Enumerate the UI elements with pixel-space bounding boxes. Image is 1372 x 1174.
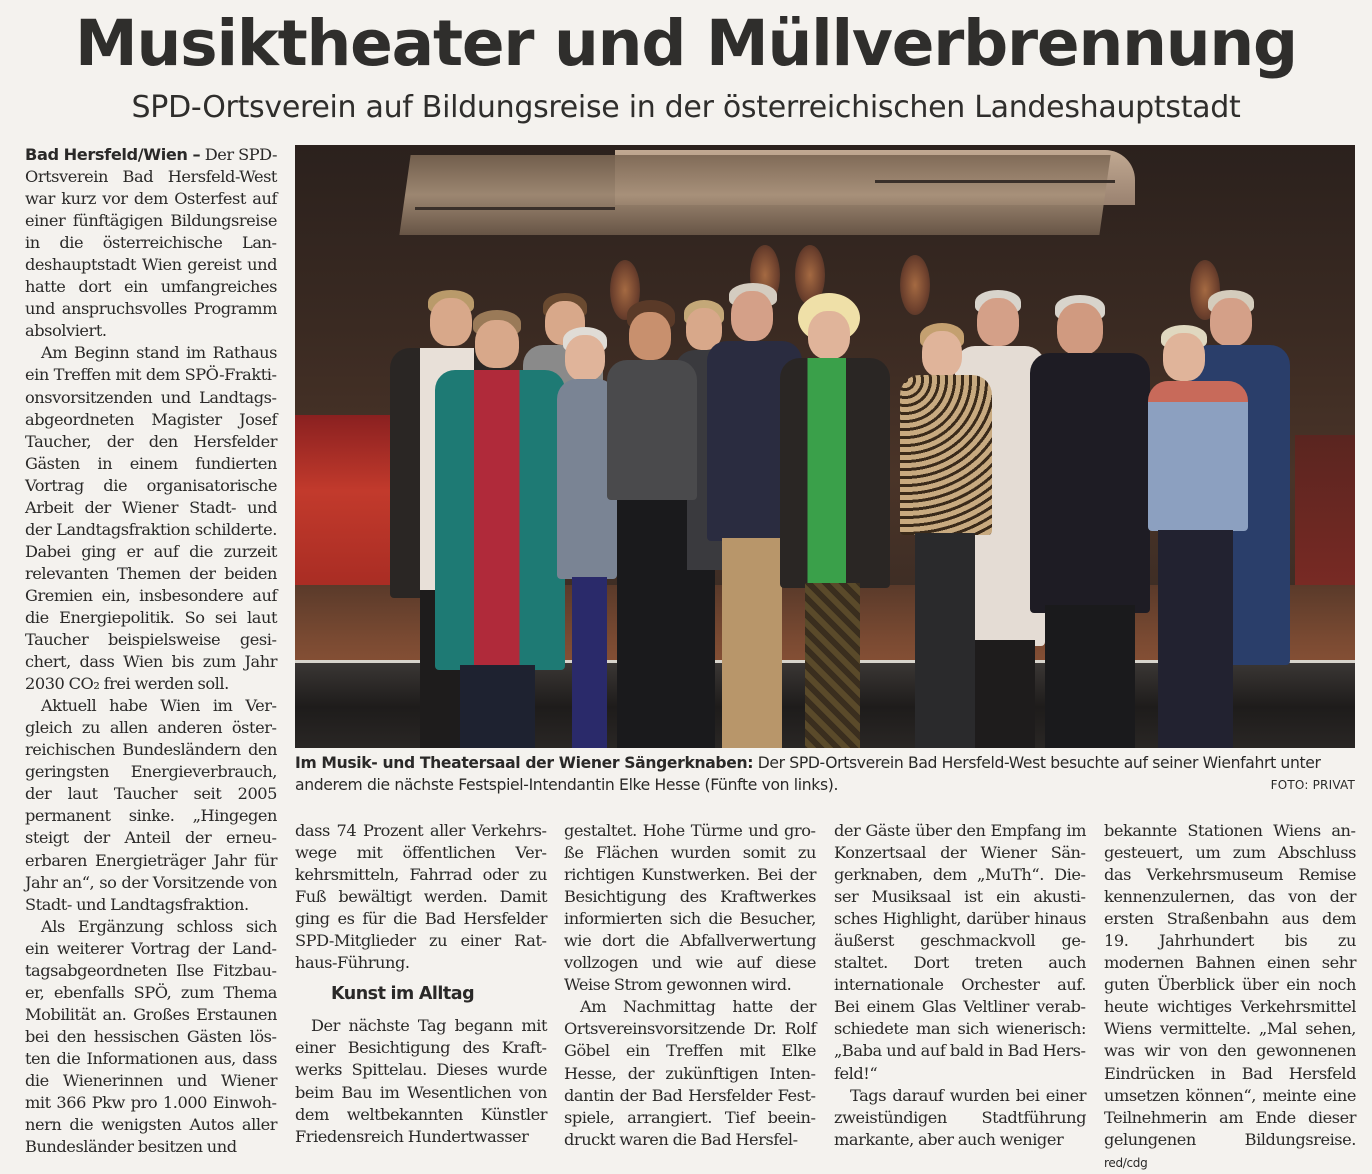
paragraph-text: Der SPD-Ortsverein Bad Hersfeld-West war kurz vor dem Osterfest auf einer fünftägigen Bildungsreise in die österreichische Landeshauptstadt Wien gereist und hatte dort ein umfangreiches und anspruchsvolles Programm absolviert. [25,145,278,341]
photo-lamp [900,255,930,315]
photo-caption [295,752,1355,796]
photo-rail [875,180,1115,183]
photo-rail [415,207,615,210]
photo-red-seats [1295,435,1355,595]
article-column-3 [564,820,816,1151]
paragraph: Als Ergänzung schloss sich ein weiterer Vortrag der Landtagsabgeordneten Ilse Fitzbauer, ebenfalls SPÖ, zum Thema Mobilität an. Großes Erstaunen bei den hessischen Gästen lösten die Informationen aus, dass die Wienerinnen und Wiener mit 366 Pkw pro 1.000 Einwohnern die wenigsten Autos aller Bundesländer besitzen und [25,916,277,1157]
article-column-5 [1104,820,1356,1174]
dateline: Bad Hersfeld/Wien – [25,145,201,164]
caption-title: Im Musik- und Theatersaal der Wiener Sängerknaben: [295,754,754,772]
paragraph: Aktuell habe Wien im Vergleich zu allen anderen österreichischen Bundesländern den geringsten Energieverbrauch, der laut Taucher seit 2005 permanent sinke. „Hingegen steigt der Anteil der erneuerbaren Energieträger Jahr für Jahr an“, so der Vorsitzende von Stadt- und Landtagsfraktion. [25,696,277,914]
paragraph: Am Beginn stand im Rathaus ein Treffen mit dem SPÖ-Fraktionsvorsitzenden und Landtagsabgeordneten Magister Josef Taucher, der den Hersfelder Gästen in einem fundierten Vortrag die organisatorische Arbeit der Wiener Stadt- und der Landtagsfraktion schilderte. Dabei ging er auf die zurzeit relevanten Themen der beiden Gremien ein, insbesondere auf die Energiepolitik. So sei laut Taucher beispielsweise gesichert, dass Wien bis zum Jahr 2030 CO₂ frei werden soll. [25,343,277,694]
paragraph: Tags darauf wurden bei einer zweistündigen Stadtführung markante, aber auch weniger [834,1085,1086,1149]
article-column-4 [834,820,1086,1151]
article-column-2 [295,820,547,1148]
headline: Musiktheater und Müllverbrennung [75,7,1297,80]
paragraph-intro [25,144,277,342]
paragraph: Am Nachmittag hatte der Ortsvereinsvorsitzende Dr. Rolf Göbel ein Treffen mit Elke Hesse, der zukünftigen Intendantin der Bad Hersfelder Festspiele, arrangiert. Tief beeindruckt waren die Bad Hersfel- [564,997,816,1149]
article-column-1 [25,144,277,1158]
paragraph: gestaltet. Hohe Türme und große Flächen wurden somit zu richtigen Kunstwerken. Bei der Besichtigung des Kraftwerkes informierten sich die Besucher, wie dort die Abfallverwertung vollzogen und wie auf diese Weise Strom gewonnen wird. [564,821,816,995]
crosshead: Kunst im Alltag [331,984,475,1005]
subheadline: SPD-Ortsverein auf Bildungsreise in der österreichischen Landeshauptstadt [131,90,1241,125]
paragraph: dass 74 Prozent aller Verkehrswege mit öffentlichen Verkehrsmitteln, Fahrrad oder zu Fuß bewältigt werden. Damit ging es für die Bad Hersfelder SPD-Mitglieder zu einer Rathaus-Führung. [295,821,547,973]
caption-text: Der SPD-Ortsverein Bad Hersfeld-West besuchte auf seiner Wienfahrt unter anderem die nächste Festspiel-Intendantin Elke Hesse (Fünfte von links). [295,754,1321,794]
paragraph-final [1104,820,1356,1174]
paragraph-text: bekannte Stationen Wiens angesteuert, um zum Abschluss das Verkehrsmuseum Remise kennenzulernen, das von der ersten Straßenbahn aus dem 19. Jahrhundert bis zu modernen Bahnen einen sehr guten Überblick über ein noch heute wichtiges Verkehrsmittel Wiens vermittelte. „Mal sehen, was wir von den gewonnenen Eindrücken in Bad Hersfeld umsetzen können“, meinte eine Teilnehmerin am Ende dieser gelungenen Bildungsreise. [1104,821,1356,1149]
group-photo [295,145,1355,748]
paragraph: Der nächste Tag begann mit einer Besichtigung des Kraftwerks Spittelau. Dieses wurde beim Bau im Wesentlichen von dem weltbekannten Künstler Friedensreich Hundertwasser [295,1016,547,1146]
photo-credit: FOTO: PRIVAT [1270,778,1355,792]
paragraph: der Gäste über den Empfang im Konzertsaal der Wiener Sängerknaben, dem „MuTh“. Dieser Musiksaal ist ein akustisches Highlight, darüber hinaus äußerst geschmackvoll gestaltet. Dort treten auch internationale Orchester auf. Bei einem Glas Veltliner verabschiedete man sich wienerisch: „Baba und auf bald in Bad Hersfeld!“ [834,821,1086,1083]
photo-ceiling-panel [399,155,1110,235]
author-initials: red/cdg [1104,1155,1148,1170]
